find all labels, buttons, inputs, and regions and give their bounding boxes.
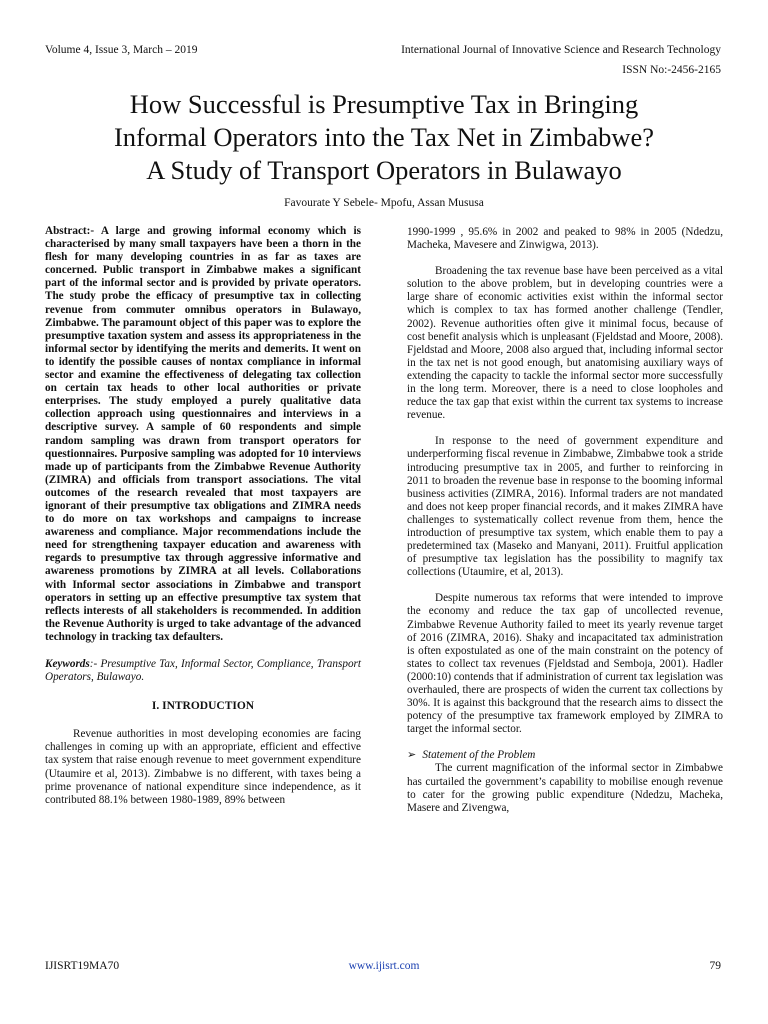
authors: Favourate Y Sebele- Mpofu, Assan Mususa	[284, 197, 484, 209]
keywords-text: :- Presumptive Tax, Informal Sector, Compliance, Transport Operators, Bulawayo.	[45, 658, 361, 684]
footer-page-number: 79	[709, 960, 721, 972]
footer-url-link[interactable]: www.ijisrt.com	[348, 960, 420, 972]
subsection-title: Statement of the Problem	[422, 749, 536, 762]
title-line-2: Informal Operators into the Tax Net in Zimbabwe?	[113, 122, 654, 152]
section-heading-introduction: I. INTRODUCTION	[151, 700, 255, 713]
right-column	[407, 226, 723, 815]
arrow-bullet-icon: ➢	[407, 749, 417, 762]
header-journal: International Journal of Innovative Science and Research Technology	[401, 44, 721, 56]
paragraph: Despite numerous tax reforms that were intended to improve the economy and reduce the tax gap of uncollected revenue, Zimbabwe Revenue Authority failed to meet its yearly revenue target of 2016 (ZIMRA, 2016). Shaky and incapacitated tax administration is often expostulated as one of the main constraint on the potency of states to collect tax revenues (Fjeldstad and Semboja, 2001). Hadler (2000:10) contends that if administration of current tax legislation was overhauled, there are prospects of widen the current tax collections by 30%. It is against this background that the research aims to dissect the potency of the presumptive tax framework employed by ZIMRA to target the informal sector.	[407, 592, 723, 736]
title-line-3: A Study of Transport Operators in Bulawayo	[146, 155, 622, 185]
footer-code: IJISRT19MA70	[45, 960, 120, 972]
paper-title	[40, 88, 728, 187]
title-line-1: How Successful is Presumptive Tax in Bringing	[129, 89, 639, 119]
paragraph: Broadening the tax revenue base have been perceived as a vital solution to the above problem, but in developing countries were a large share of economic activities exist within the informal sector which is complex to tax has formed another challenge (Tendler, 2002). Revenue authorities often give it minimal focus, because of cost benefit analysis which is unpleasant (Fjeldstad and Moore, 2008). Fjeldstad and Moore, 2008 also argued that, including informal sector in the tax net is not good enough, but anatomising auxiliary ways of extending the capacity to tackle the informal sector more successfully in the long term. Moreover, there is a need to close loopholes and reduce the tax gap that exist within the current tax systems to increase revenue.	[407, 265, 723, 422]
header-volume: Volume 4, Issue 3, March – 2019	[45, 44, 198, 56]
subsection-heading	[407, 749, 723, 762]
paragraph: Revenue authorities in most developing economies are facing challenges in coming up with an appropriate, efficient and effective tax system that raise enough revenue to meet government expenditure (Utaumire et al, 2013). Zimbabwe is no different, with taxes being a prime provenance of national expenditure since independence, as it contributed 88.1% between 1980-1989, 89% between	[45, 728, 361, 806]
paragraph: In response to the need of government expenditure and underperforming fiscal revenue in Zimbabwe, Zimbabwe took a stride introducing presumptive tax in 2005, and further to reinforcing in 2011 to broaden the revenue base in response to the booming informal business activities (ZIMRA, 2016). Informal traders are not mandated and does not keep proper financial records, and it makes ZIMRA have challenges to systematically collect revenue from them, hence the introduction of presumptive tax system, which enable them to pay a predetermined tax (Maseko and Manyani, 2011). Fruitful application of presumptive tax legislation has the possibility to magnify tax collections (Utaumire, et al, 2013).	[407, 435, 723, 579]
paragraph: 1990-1999 , 95.6% in 2002 and peaked to 98% in 2005 (Ndedzu, Macheka, Mavesere and Zinwigwa, 2013).	[407, 226, 723, 252]
keywords	[45, 658, 361, 684]
abstract: Abstract:- A large and growing informal economy which is characterised by many small taxpayers have been a thorn in the flesh for many developing countries in as far as taxes are concerned. Public transport in Zimbabwe makes a significant part of the informal sector and is provided by private operators. The study probe the efficacy of presumptive tax in collecting revenue from commuter omnibus operators in Bulawayo, Zimbabwe. The paramount object of this paper was to explore the presumptive taxation system and assess its appropriateness in the informal sector by identifying the merits and demerits. It went on to identify the possible causes of nontax compliance in informal sector and examine the effectiveness of delegating tax collection on certain tax heads to other local authorities or private enterprises. The study employed a purely qualitative data collection approach using questionnaires and interviews in a descriptive survey. A sample of 60 respondents and simple random sampling was drawn from transport operators for questionnaires. Purposive sampling was adopted for 10 interviews made up of participants from the Zimbabwe Revenue Authority (ZIMRA) and officials from transport associations. The vital outcomes of the research revealed that most taxpayers are ignorant of their presumptive tax obligations and ZIMRA needs to do more on tax workshops and campaigns to increase awareness and compliance. Major recommendations include the need for strengthening taxpayer education and awareness with regards to presumptive tax through aggressive informative and awareness promotions by ZIMRA at all levels. Collaborations with Informal sector associations in Zimbabwe and transport operators in setting up an effective presumptive tax system that reflects interests of all stakeholders is recommended. In addition the Revenue Authority is urged to take advantage of the advanced technology in tracking tax defaulters.	[45, 225, 361, 643]
paragraph: The current magnification of the informal sector in Zimbabwe has curtailed the government’s capability to mobilise enough revenue to cater for the growing public expenditure (Ndedzu, Macheka, Masere and Zivengwa,	[407, 762, 723, 814]
keywords-label: Keywords	[45, 658, 90, 670]
header-issn: ISSN No:-2456-2165	[622, 64, 721, 76]
left-column	[45, 225, 361, 807]
